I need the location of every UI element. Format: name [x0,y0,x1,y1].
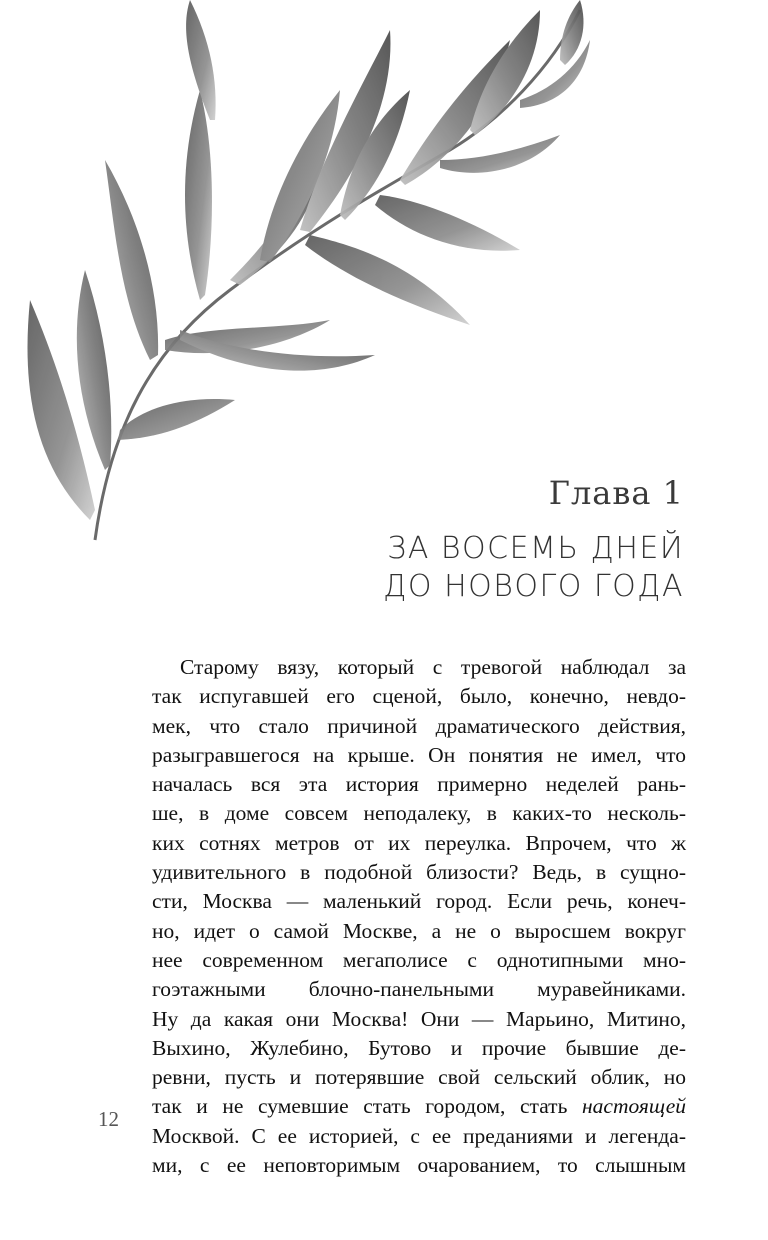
body-text [152,653,686,1180]
decorative-leaf-branch [0,0,600,550]
leaf-group [28,0,591,520]
chapter-label: Глава 1 [548,474,684,512]
text-line: мек, что стало причиной драматического действия, [152,713,686,738]
text-line: так испугавшей его сценой, было, конечно, невдо- [152,684,686,709]
text-line: Старому вязу, который с тревогой наблюдал за [180,655,686,679]
text-line [152,1092,686,1121]
text-line: удивительного в подобной близости? Ведь, в сущно- [152,860,686,885]
text-line: ревни, пусть и потерявшие свой сельский облик, но [152,1065,686,1090]
text-line: разыгравшегося на крыше. Он понятия не имел, что [152,742,686,767]
page-number: 12 [98,1107,119,1131]
text-line: Выхино, Жулебино, Бутово и прочие бывшие де- [152,1035,686,1060]
text-line: ких сотнях метров от их переулка. Впрочем, что ж [152,830,686,855]
text-line: ше, в доме совсем неподалеку, в каких-то несколь- [152,801,686,826]
chapter-title [383,530,684,606]
text-line: сти, Москва — маленький город. Если речь, конеч- [152,889,686,914]
text-line: ми, с ее неповторимым очарованием, то слышным [152,1153,686,1178]
emphasis-word: настоящей [581,1094,686,1119]
text-line: Ну да какая они Москва! Они — Марьино, Митино, [152,1006,686,1031]
text-line: но, идет о самой Москве, а не о выросшем вокруг [152,918,686,943]
text-line: началась вся эта история примерно неделей рань- [152,772,686,797]
text-line: Москвой. С ее историей, с ее преданиями и легенда- [152,1123,686,1148]
text-line: нее современном мегаполисе с однотипными мно- [152,947,686,972]
chapter-title-line-2: ДО НОВОГО ГОДА [383,569,684,604]
text-line-part: так и не сумевшие стать городом, стать [152,1094,582,1119]
text-line: гоэтажными блочно-панельными муравейниками. [152,977,686,1002]
chapter-title-line-1: ЗА ВОСЕМЬ ДНЕЙ [387,531,684,566]
